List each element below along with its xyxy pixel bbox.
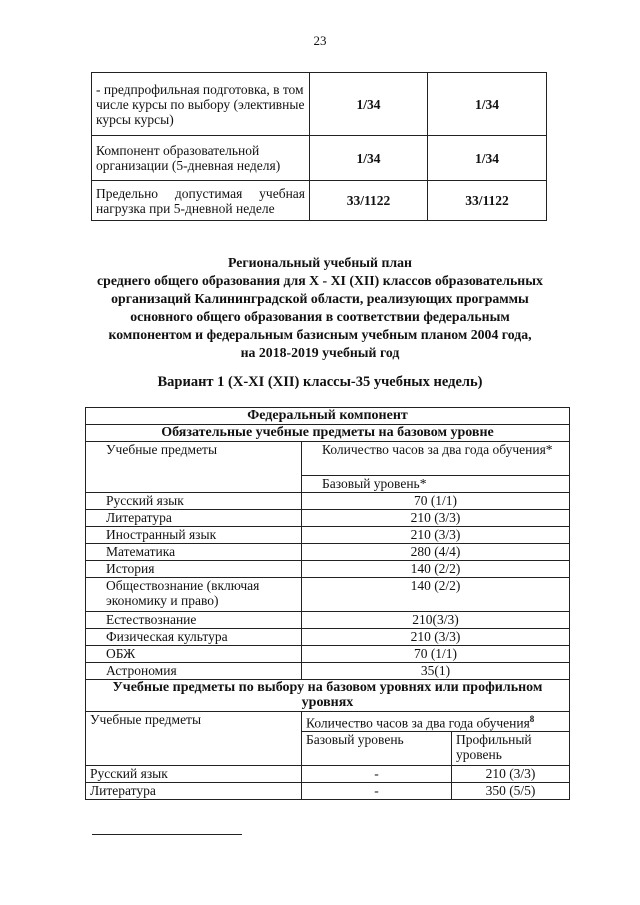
mandatory-subjects-header: Обязательные учебные предметы на базовом уровне (86, 425, 570, 442)
table-row (86, 712, 570, 732)
title-line: основного общего образования в соответствии федеральным (130, 309, 510, 324)
document-title (70, 254, 570, 362)
table-row (86, 561, 570, 578)
subject-hours: 210(3/3) (302, 612, 570, 629)
row-value: 33/1122 (428, 181, 547, 221)
table-row (86, 425, 570, 442)
table-row (86, 527, 570, 544)
plan-table (85, 407, 570, 800)
row-label-line: Предельно допустимая учебная (96, 185, 305, 201)
subject-name: Иностранный язык (86, 527, 302, 544)
elective-profile-hours: 350 (5/5) (452, 782, 570, 799)
table-row (86, 646, 570, 663)
column-header-subjects: Учебные предметы (86, 442, 302, 493)
title-line: компонентом и федеральным базисным учебным планом 2004 года, (108, 327, 532, 342)
subject-name: Естествознание (86, 612, 302, 629)
table-row (86, 612, 570, 629)
subject-hours: 70 (1/1) (302, 493, 570, 510)
subject-name: ОБЖ (86, 646, 302, 663)
subject-hours: 35(1) (302, 663, 570, 680)
row-value: 1/34 (310, 136, 428, 181)
variant-heading: Вариант 1 (X-XI (XII) классы-35 учебных недель) (157, 374, 483, 390)
elective-base-hours: - (302, 765, 452, 782)
federal-component-header: Федеральный компонент (86, 408, 570, 425)
table-row (86, 510, 570, 527)
column-header-hours: Количество часов за два года обучения* (302, 442, 570, 476)
row-value: 1/34 (428, 136, 547, 181)
title-line: среднего общего образования для X - XI (XII) классов образовательных (97, 273, 543, 288)
column-header-base-level: Базовый уровень* (302, 476, 570, 493)
table-row (86, 765, 570, 782)
subject-name: История (86, 561, 302, 578)
title-line: Региональный учебный план (228, 255, 412, 270)
table-row (92, 136, 547, 181)
table-row (86, 493, 570, 510)
table-row (86, 663, 570, 680)
table-row (86, 442, 570, 476)
subject-name: Обществознание (включая экономику и право) (86, 578, 302, 612)
top-table (91, 72, 547, 221)
elective-column-header-hours (302, 712, 570, 732)
subject-name: Русский язык (86, 493, 302, 510)
footnote-marker: 8 (529, 714, 535, 724)
row-label: Компонент образовательной организации (5-дневная неделя) (92, 136, 310, 181)
subject-hours: 210 (3/3) (302, 510, 570, 527)
elective-column-header-profile: Профильный уровень (452, 731, 570, 765)
subject-hours: 280 (4/4) (302, 544, 570, 561)
elective-column-header-subjects: Учебные предметы (86, 712, 302, 766)
subject-hours: 210 (3/3) (302, 629, 570, 646)
table-row (86, 578, 570, 612)
row-value: 1/34 (310, 73, 428, 136)
row-label (92, 181, 310, 221)
subject-hours: 70 (1/1) (302, 646, 570, 663)
title-line: организаций Калининградской области, реализующих программы (111, 291, 529, 306)
table-row (86, 782, 570, 799)
elective-subjects-header: Учебные предметы по выбору на базовом уровнях или профильном уровнях (86, 680, 570, 712)
row-value: 1/34 (428, 73, 547, 136)
table-row (86, 408, 570, 425)
table-row (86, 680, 570, 712)
footnote-separator (92, 834, 242, 835)
table-row (86, 544, 570, 561)
subject-name: Астрономия (86, 663, 302, 680)
subject-hours: 140 (2/2) (302, 578, 570, 612)
row-label-line: нагрузка при 5-дневной неделе (96, 200, 275, 216)
subject-hours: 140 (2/2) (302, 561, 570, 578)
row-label: - предпрофильная подготовка, в том числе курсы по выбору (элективные курсы курсы) (92, 73, 310, 136)
table-row (92, 73, 547, 136)
row-value: 33/1122 (310, 181, 428, 221)
elective-subject-name: Литература (86, 782, 302, 799)
elective-base-hours: - (302, 782, 452, 799)
elective-subject-name: Русский язык (86, 765, 302, 782)
subject-name: Литература (86, 510, 302, 527)
elective-column-header-base: Базовый уровень (302, 731, 452, 765)
page-number: 23 (313, 33, 327, 48)
elective-profile-hours: 210 (3/3) (452, 765, 570, 782)
title-line: на 2018-2019 учебный год (240, 345, 400, 360)
table-row (92, 181, 547, 221)
table-row (86, 629, 570, 646)
subject-hours: 210 (3/3) (302, 527, 570, 544)
elective-hours-text: Количество часов за два года обучения (306, 715, 530, 731)
subject-name: Математика (86, 544, 302, 561)
subject-name: Физическая культура (86, 629, 302, 646)
